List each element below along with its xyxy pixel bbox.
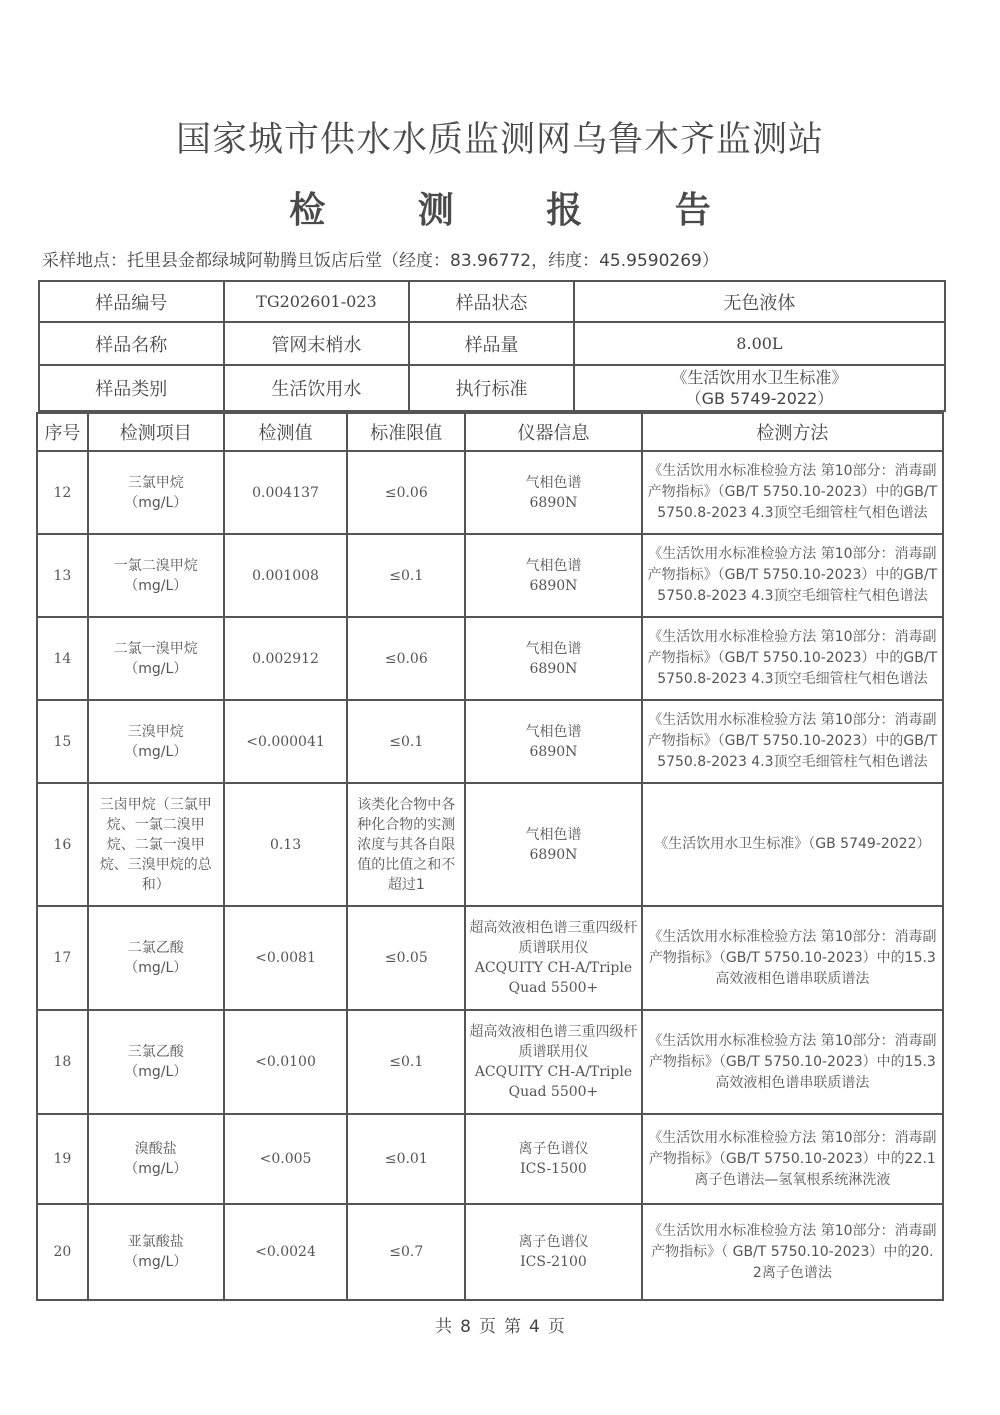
row-instrument: [465, 1114, 642, 1204]
instrument-model: 6890N: [529, 660, 578, 677]
row-value: <0.0081: [224, 906, 348, 1010]
row-item: [88, 906, 224, 1010]
instrument-model: ICS-2100: [520, 1254, 587, 1270]
item-unit: （mg/L）: [124, 743, 188, 760]
row-value: 0.004137: [224, 451, 348, 534]
table-row: [37, 700, 943, 783]
item-name: 三氯乙酸: [127, 1044, 184, 1060]
item-name: 一氯二溴甲烷: [113, 557, 198, 574]
instrument-name: 气相色谱: [525, 557, 582, 574]
row-method: 《生活饮用水标准检验方法 第10部分：消毒副产物指标》（GB/T 5750.10-2023）中的GB/T 5750.8-2023 4.3顶空毛细管柱气相色谱法: [642, 451, 943, 534]
sample-info-table: [38, 280, 946, 412]
item-unit: （mg/L）: [124, 1161, 188, 1177]
col-header-value: 检测值: [224, 413, 348, 451]
pager-unit: 页: [479, 1317, 496, 1337]
sample-type-label: 样品类别: [39, 365, 224, 411]
row-limit: ≤0.1: [347, 700, 465, 783]
row-instrument: [465, 534, 642, 617]
row-value: <0.000041: [224, 700, 348, 783]
row-instrument: [465, 906, 642, 1010]
row-limit: ≤0.06: [347, 451, 465, 534]
row-value: <0.0024: [224, 1204, 348, 1300]
row-method: 《生活饮用水标准检验方法 第10部分：消毒副产物指标》（GB/T 5750.10-2023）中的22.1离子色谱法—氢氧根系统淋洗液: [642, 1114, 943, 1204]
row-method: 《生活饮用水标准检验方法 第10部分：消毒副产物指标》（GB/T 5750.10-2023）中的GB/T 5750.8-2023 4.3顶空毛细管柱气相色谱法: [642, 534, 943, 617]
row-item: [88, 1204, 224, 1300]
item-unit: （mg/L）: [124, 1064, 188, 1080]
pager-total: 8: [460, 1317, 471, 1337]
item-name: 亚氯酸盐: [127, 1234, 184, 1250]
table-row: [37, 1010, 943, 1114]
row-item: [88, 783, 224, 906]
row-limit: ≤0.06: [347, 617, 465, 700]
item-name: 三卤甲烷（三氯甲烷、一氯二溴甲烷、二氯一溴甲烷、三溴甲烷的总和）: [99, 796, 212, 893]
row-no: 20: [37, 1204, 88, 1300]
sample-id-value: TG202601-023: [224, 281, 410, 322]
item-name: 三氯甲烷: [127, 474, 184, 491]
instrument-model: 6890N: [529, 846, 578, 863]
col-header-item: 检测项目: [88, 413, 224, 451]
table-row: [37, 534, 943, 617]
column-header-row: [37, 413, 943, 451]
row-limit: ≤0.05: [347, 906, 465, 1010]
standard-label: 执行标准: [409, 365, 574, 411]
row-instrument: [465, 617, 642, 700]
instrument-name: 离子色谱仪: [518, 1141, 589, 1157]
instrument-name: 气相色谱: [525, 640, 582, 657]
instrument-model: ACQUITY CH-A/Triple Quad 5500+: [474, 1064, 633, 1100]
row-no: 18: [37, 1010, 88, 1114]
row-instrument: [465, 451, 642, 534]
row-limit: ≤0.1: [347, 1010, 465, 1114]
results-table: [36, 412, 944, 1301]
table-row: [37, 1204, 943, 1300]
instrument-name: 气相色谱: [525, 826, 582, 843]
instrument-model: ACQUITY CH-A/Triple Quad 5500+: [474, 960, 633, 996]
row-limit: ≤0.1: [347, 534, 465, 617]
sample-name-label: 样品名称: [39, 322, 224, 365]
row-no: 12: [37, 451, 88, 534]
row-no: 14: [37, 617, 88, 700]
item-unit: （mg/L）: [124, 1254, 188, 1270]
standard-value: [574, 365, 945, 411]
row-no: 13: [37, 534, 88, 617]
row-method: 《生活饮用水标准检验方法 第10部分：消毒副产物指标》（GB/T 5750.10-2023）中的GB/T 5750.8-2023 4.3顶空毛细管柱气相色谱法: [642, 700, 943, 783]
instrument-name: 超高效液相色谱三重四级杆质谱联用仪: [469, 1024, 638, 1060]
item-unit: （mg/L）: [124, 960, 188, 976]
sample-qty-value: 8.00L: [574, 322, 945, 365]
table-row: [37, 1114, 943, 1204]
instrument-model: 6890N: [529, 494, 578, 511]
row-method: 《生活饮用水标准检验方法 第10部分：消毒副产物指标》（GB/T 5750.10-2023）中的GB/T 5750.8-2023 4.3顶空毛细管柱气相色谱法: [642, 617, 943, 700]
row-instrument: [465, 783, 642, 906]
row-instrument: [465, 700, 642, 783]
standard-code: （GB 5749-2022）: [685, 389, 834, 408]
row-no: 16: [37, 783, 88, 906]
instrument-model: 6890N: [529, 577, 578, 594]
row-no: 15: [37, 700, 88, 783]
col-header-instrument: 仪器信息: [465, 413, 642, 451]
sample-id-label: 样品编号: [39, 281, 224, 322]
row-limit: ≤0.7: [347, 1204, 465, 1300]
row-item: [88, 534, 224, 617]
row-instrument: [465, 1204, 642, 1300]
sample-qty-label: 样品量: [409, 322, 574, 365]
instrument-name: 超高效液相色谱三重四级杆质谱联用仪: [469, 920, 638, 956]
col-header-no: 序号: [37, 413, 88, 451]
row-item: [88, 1114, 224, 1204]
row-value: 0.001008: [224, 534, 348, 617]
item-name: 二氯乙酸: [127, 940, 184, 956]
row-value: 0.002912: [224, 617, 348, 700]
pager-total-label: 共: [435, 1317, 453, 1337]
row-method: 《生活饮用水标准检验方法 第10部分：消毒副产物指标》（ GB/T 5750.10-2023）中的20. 2离子色谱法: [642, 1204, 943, 1300]
row-item: [88, 451, 224, 534]
instrument-model: ICS-1500: [520, 1161, 587, 1177]
row-value: <0.005: [224, 1114, 348, 1204]
standard-name: 《生活饮用水卫生标准》: [671, 368, 848, 387]
sample-state-label: 样品状态: [409, 281, 574, 322]
row-no: 19: [37, 1114, 88, 1204]
item-unit: （mg/L）: [124, 660, 188, 677]
row-method: 《生活饮用水标准检验方法 第10部分：消毒副产物指标》（GB/T 5750.10-2023）中的15.3高效液相色谱串联质谱法: [642, 906, 943, 1010]
sampling-location: 采样地点：托里县金都绿城阿勒腾旦饭店后堂（经度：83.96772，纬度：45.9590269）: [42, 251, 719, 271]
instrument-model: 6890N: [529, 743, 578, 760]
table-row: [37, 451, 943, 534]
pager-unit-2: 页: [547, 1317, 565, 1337]
org-title: 国家城市供水水质监测网乌鲁木齐监测站: [175, 120, 824, 160]
item-name: 溴酸盐: [134, 1141, 177, 1157]
pager-current: 4: [529, 1317, 540, 1337]
instrument-name: 离子色谱仪: [518, 1234, 589, 1250]
table-row: [37, 617, 943, 700]
item-unit: （mg/L）: [124, 494, 188, 511]
table-row: [37, 783, 943, 906]
row-limit: ≤0.01: [347, 1114, 465, 1204]
instrument-name: 气相色谱: [525, 723, 582, 740]
sample-type-value: 生活饮用水: [224, 365, 410, 411]
row-method: 《生活饮用水标准检验方法 第10部分：消毒副产物指标》（GB/T 5750.10-2023）中的15.3高效液相色谱串联质谱法: [642, 1010, 943, 1114]
row-item: [88, 617, 224, 700]
sample-state-value: 无色液体: [574, 281, 945, 322]
row-method: 《生活饮用水卫生标准》（GB 5749-2022）: [642, 783, 943, 906]
instrument-name: 气相色谱: [525, 474, 582, 491]
table-row: [37, 906, 943, 1010]
row-limit: 该类化合物中各种化合物的实测浓度与其各自限值的比值之和不超过1: [347, 783, 465, 906]
row-item: [88, 700, 224, 783]
sample-name-value: 管网末梢水: [224, 322, 410, 365]
row-item: [88, 1010, 224, 1114]
col-header-method: 检测方法: [642, 413, 943, 451]
item-name: 二氯一溴甲烷: [113, 640, 198, 657]
pager-current-label: 第: [504, 1317, 521, 1337]
row-instrument: [465, 1010, 642, 1114]
col-header-limit: 标准限值: [347, 413, 465, 451]
item-unit: （mg/L）: [124, 577, 188, 594]
row-no: 17: [37, 906, 88, 1010]
document-title: 检 测 报 告: [289, 190, 751, 231]
page-number-footer: [0, 1312, 1000, 1337]
row-value: <0.0100: [224, 1010, 348, 1114]
row-value: 0.13: [224, 783, 348, 906]
item-name: 三溴甲烷: [127, 723, 184, 740]
